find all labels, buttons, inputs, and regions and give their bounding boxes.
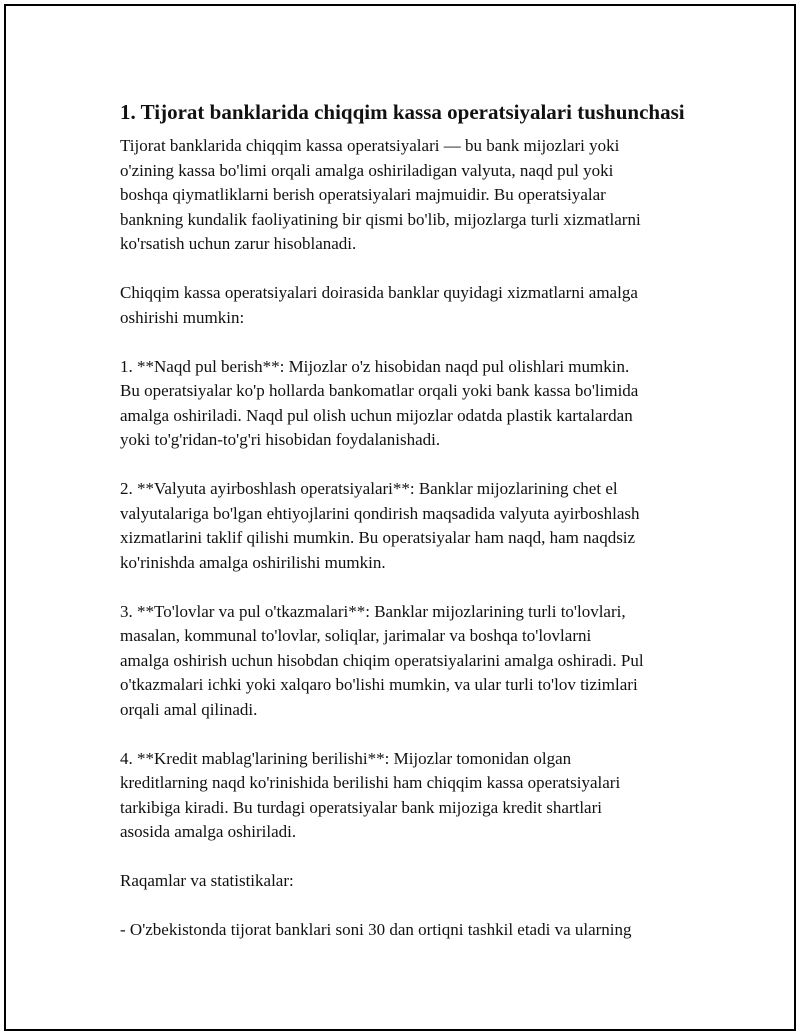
paragraph-gap (120, 894, 700, 919)
paragraph-gap (120, 257, 700, 282)
paragraph-line: Bu operatsiyalar ko'p hollarda bankomatlar orqali yoki bank kassa bo'limida (120, 381, 639, 400)
paragraph-list (120, 134, 700, 943)
paragraph-line: Raqamlar va statistikalar: (120, 871, 294, 890)
paragraph-line: tarkibiga kiradi. Bu turdagi operatsiyalar bank mijoziga kredit shartlari (120, 797, 602, 817)
paragraph-line: o'zining kassa bo'limi orqali amalga oshiriladigan valyuta, naqd pul yoki (120, 160, 614, 180)
paragraph-line: xizmatlarini taklif qilishi mumkin. Bu operatsiyalar ham naqd, ham naqdsiz (120, 528, 636, 547)
paragraph-line: oshirishi mumkin: (120, 307, 245, 327)
section-heading: 1. Tijorat banklarida chiqqim kassa operatsiyalari tushunchasi (120, 100, 685, 124)
paragraph-line: ko'rsatish uchun zarur hisoblanadi. (120, 234, 357, 253)
paragraph-line: 4. **Kredit mablag'larining berilishi**: Mijozlar tomonidan olgan (120, 748, 572, 768)
paragraph-line: yoki to'g'ridan-to'g'ri hisobidan foydalanishadi. (120, 430, 441, 449)
paragraph-line: o'tkazmalari ichki yoki xalqaro bo'lishi mumkin, va ular turli to'lov tizimlari (120, 675, 638, 694)
paragraph-line: 1. **Naqd pul berish**: Mijozlar o'z hisobidan naqd pul olishlari mumkin. (120, 356, 630, 376)
paragraph-line: 2. **Valyuta ayirboshlash operatsiyalari**: Banklar mijozlarining chet el (120, 479, 618, 498)
paragraph-line: amalga oshirish uchun hisobdan chiqim operatsiyalarini amalga oshiradi. Pul (120, 650, 644, 670)
paragraph-gap (120, 722, 700, 747)
paragraph-line: asosida amalga oshiriladi. (120, 822, 297, 841)
paragraph-gap (120, 575, 700, 600)
paragraph-line: Tijorat banklarida chiqqim kassa operatsiyalari — bu bank mijozlari yoki (120, 136, 620, 155)
paragraph-line: bankning kundalik faoliyatining bir qismi bo'lib, mijozlarga turli xizmatlarni (120, 209, 641, 229)
paragraph-line: ko'rinishda amalga oshirilishi mumkin. (120, 552, 386, 572)
paragraph-line: valyutalariga bo'lgan ehtiyojlarini qondirish maqsadida valyuta ayirboshlash (120, 503, 640, 523)
paragraph-gap (120, 453, 700, 478)
paragraph-line: amalga oshiriladi. Naqd pul olish uchun mijozlar odatda plastik kartalardan (120, 405, 633, 425)
paragraph-line: masalan, kommunal to'lovlar, soliqlar, jarimalar va boshqa to'lovlarni (120, 626, 592, 645)
paragraph-line: boshqa qiymatliklarni berish operatsiyalari majmuidir. Bu operatsiyalar (120, 185, 606, 204)
paragraph-line: - O'zbekistonda tijorat banklari soni 30 dan ortiqni tashkil etadi va ularning (120, 920, 632, 939)
page-frame (4, 4, 796, 1031)
paragraph-line: kreditlarning naqd ko'rinishida berilishi ham chiqqim kassa operatsiyalari (120, 773, 621, 792)
document-body (120, 98, 700, 943)
paragraph-gap (120, 330, 700, 355)
paragraph-line: 3. **To'lovlar va pul o'tkazmalari**: Banklar mijozlarining turli to'lovlari, (120, 601, 626, 621)
paragraph-line: orqali amal qilinadi. (120, 699, 258, 719)
paragraph-gap (120, 845, 700, 870)
paragraph-line: Chiqqim kassa operatsiyalari doirasida banklar quyidagi xizmatlarni amalga (120, 283, 638, 302)
